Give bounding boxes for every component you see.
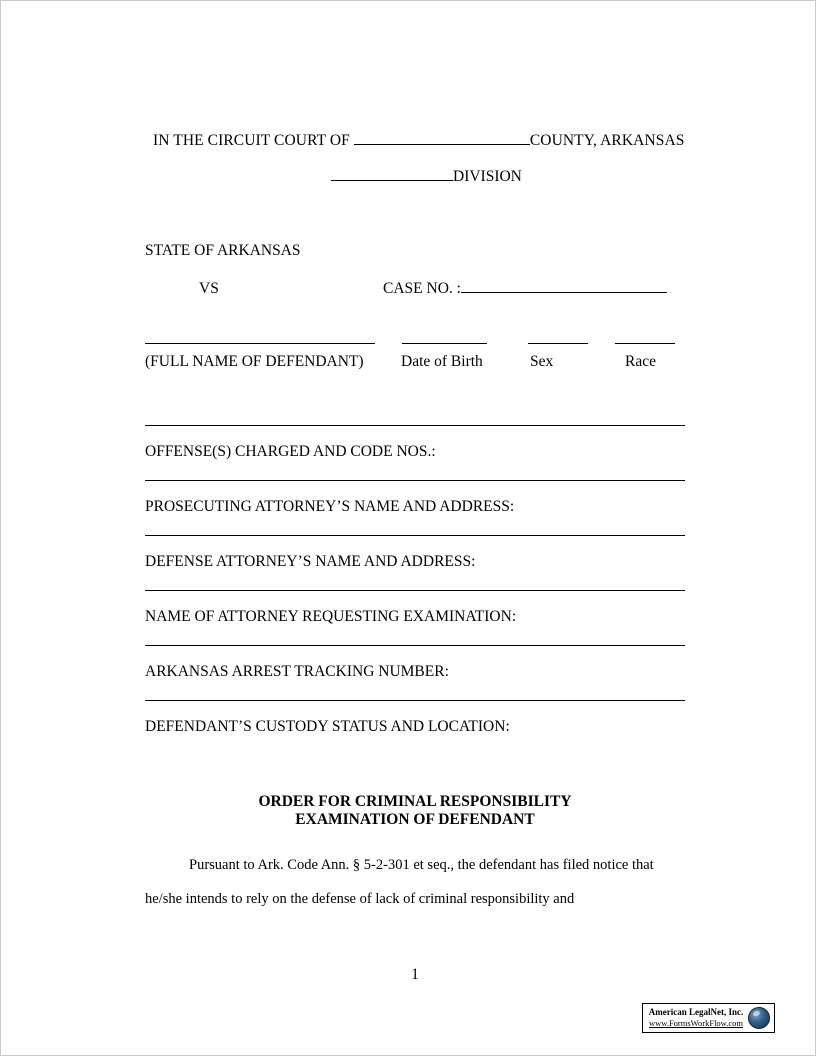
document-title bbox=[145, 793, 685, 829]
form-field-row bbox=[145, 480, 685, 535]
identity-label-row bbox=[145, 353, 685, 373]
form-fields-section bbox=[145, 425, 685, 755]
document-title-line-2: EXAMINATION OF DEFENDANT bbox=[295, 811, 535, 828]
arrest-tracking-number-blank-field[interactable] bbox=[145, 645, 685, 646]
defendant-name-blank-field[interactable] bbox=[145, 329, 375, 344]
plaintiff-party: STATE OF ARKANSAS bbox=[145, 242, 301, 259]
sex-blank-field[interactable] bbox=[528, 329, 588, 344]
county-blank-field[interactable] bbox=[354, 144, 530, 145]
case-number-label: CASE NO. : bbox=[383, 280, 461, 297]
page-number: 1 bbox=[411, 966, 419, 983]
division-caption-line bbox=[331, 168, 522, 186]
form-field-row bbox=[145, 645, 685, 700]
arrest-tracking-number-label: ARKANSAS ARREST TRACKING NUMBER: bbox=[145, 663, 449, 680]
case-number-blank-field[interactable] bbox=[461, 292, 667, 293]
american-legalnet-stamp bbox=[642, 1003, 775, 1033]
offenses-blank-field[interactable] bbox=[145, 425, 685, 426]
body-paragraph-text: Pursuant to Ark. Code Ann. § 5-2-301 et seq., the defendant has filed notice that he/she intends to rely on the defense of lack of criminal responsibility and bbox=[145, 857, 654, 907]
date-of-birth-blank-field[interactable] bbox=[402, 329, 487, 344]
division-suffix-text: DIVISION bbox=[453, 168, 522, 185]
sex-label: Sex bbox=[530, 353, 554, 370]
form-field-row bbox=[145, 700, 685, 755]
court-suffix-text: COUNTY, ARKANSAS bbox=[529, 132, 685, 149]
versus-label: VS bbox=[199, 280, 219, 297]
custody-status-label: DEFENDANT’S CUSTODY STATUS AND LOCATION: bbox=[145, 718, 510, 735]
prosecuting-attorney-label: PROSECUTING ATTORNEY’S NAME AND ADDRESS: bbox=[145, 498, 515, 515]
custody-status-blank-field[interactable] bbox=[145, 700, 685, 701]
court-caption-line bbox=[153, 132, 684, 150]
stamp-website-link[interactable]: www.FormsWorkFlow.com bbox=[648, 1018, 744, 1028]
date-of-birth-label: Date of Birth bbox=[401, 353, 483, 370]
prosecuting-attorney-blank-field[interactable] bbox=[145, 480, 685, 481]
requesting-attorney-label: NAME OF ATTORNEY REQUESTING EXAMINATION: bbox=[145, 608, 517, 625]
stamp-company-name: American LegalNet, Inc. bbox=[648, 1007, 744, 1017]
document-title-line-1: ORDER FOR CRIMINAL RESPONSIBILITY bbox=[258, 793, 572, 810]
division-blank-field[interactable] bbox=[331, 180, 453, 181]
defense-attorney-label: DEFENSE ATTORNEY’S NAME AND ADDRESS: bbox=[145, 553, 476, 570]
offenses-label: OFFENSE(S) CHARGED AND CODE NOS.: bbox=[145, 443, 436, 460]
form-field-row bbox=[145, 535, 685, 590]
form-field-row bbox=[145, 590, 685, 645]
body-paragraph bbox=[145, 848, 685, 916]
identity-blank-row bbox=[145, 329, 685, 345]
defendant-name-label: (FULL NAME OF DEFENDANT) bbox=[145, 353, 364, 370]
race-blank-field[interactable] bbox=[615, 329, 675, 344]
court-prefix-text: IN THE CIRCUIT COURT OF bbox=[153, 132, 354, 149]
form-field-row bbox=[145, 425, 685, 480]
race-label: Race bbox=[625, 353, 656, 370]
globe-icon bbox=[748, 1007, 770, 1029]
defense-attorney-blank-field[interactable] bbox=[145, 535, 685, 536]
case-number-line bbox=[383, 280, 667, 298]
stamp-text bbox=[648, 1007, 744, 1029]
requesting-attorney-blank-field[interactable] bbox=[145, 590, 685, 591]
